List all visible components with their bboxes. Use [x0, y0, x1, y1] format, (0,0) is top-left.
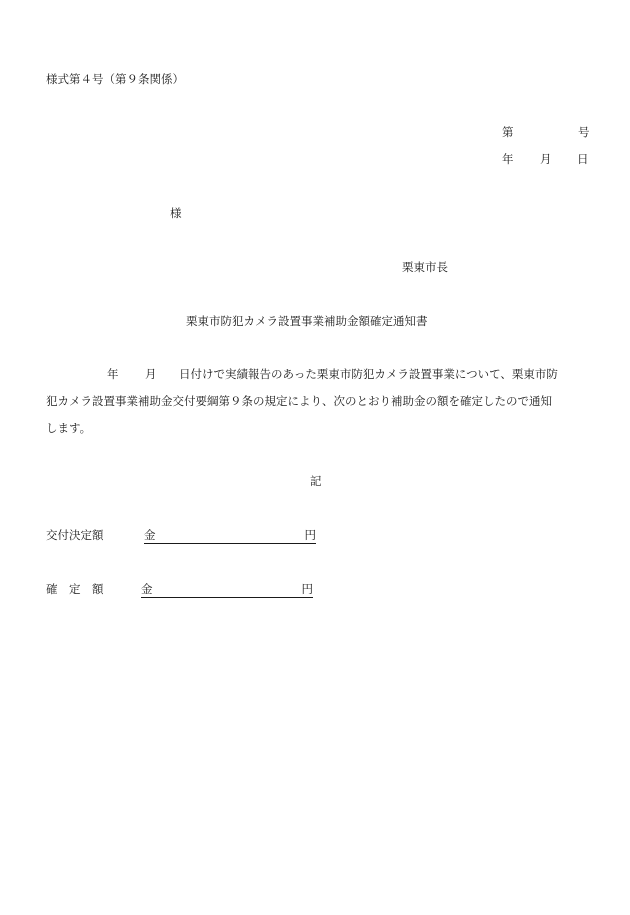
- final-amount-field: [141, 582, 313, 598]
- date-day-label: 日: [577, 152, 589, 166]
- body-line-3: します。: [46, 421, 92, 435]
- ki-heading: 記: [310, 474, 322, 488]
- final-amount-prefix: 金: [141, 582, 153, 596]
- final-amount-suffix: 円: [301, 582, 313, 596]
- grant-amount-field: [144, 528, 316, 544]
- document-title: 栗東市防犯カメラ設置事業補助金額確定通知書: [186, 314, 428, 328]
- document-number-prefix: 第: [502, 125, 514, 139]
- body-date-year: 年: [107, 367, 119, 381]
- body-date-month: 月: [145, 367, 157, 381]
- addressee-honorific: 様: [170, 206, 182, 220]
- date-month-label: 月: [540, 152, 552, 166]
- form-label: 様式第４号（第９条関係）: [46, 72, 184, 86]
- grant-amount-prefix: 金: [144, 528, 156, 542]
- body-line-2: 犯カメラ設置事業補助金交付要綱第９条の規定により、次のとおり補助金の額を確定したので通知: [46, 394, 552, 408]
- grant-amount-suffix: 円: [304, 528, 316, 542]
- document-number-suffix: 号: [578, 125, 590, 139]
- final-amount-label: 確 定 額: [46, 582, 104, 596]
- body-line-1: 日付けで実績報告のあった栗東市防犯カメラ設置事業について、栗東市防: [179, 367, 558, 381]
- date-year-label: 年: [502, 152, 514, 166]
- issuer-name: 栗東市長: [402, 260, 448, 274]
- grant-amount-label: 交付決定額: [46, 528, 104, 542]
